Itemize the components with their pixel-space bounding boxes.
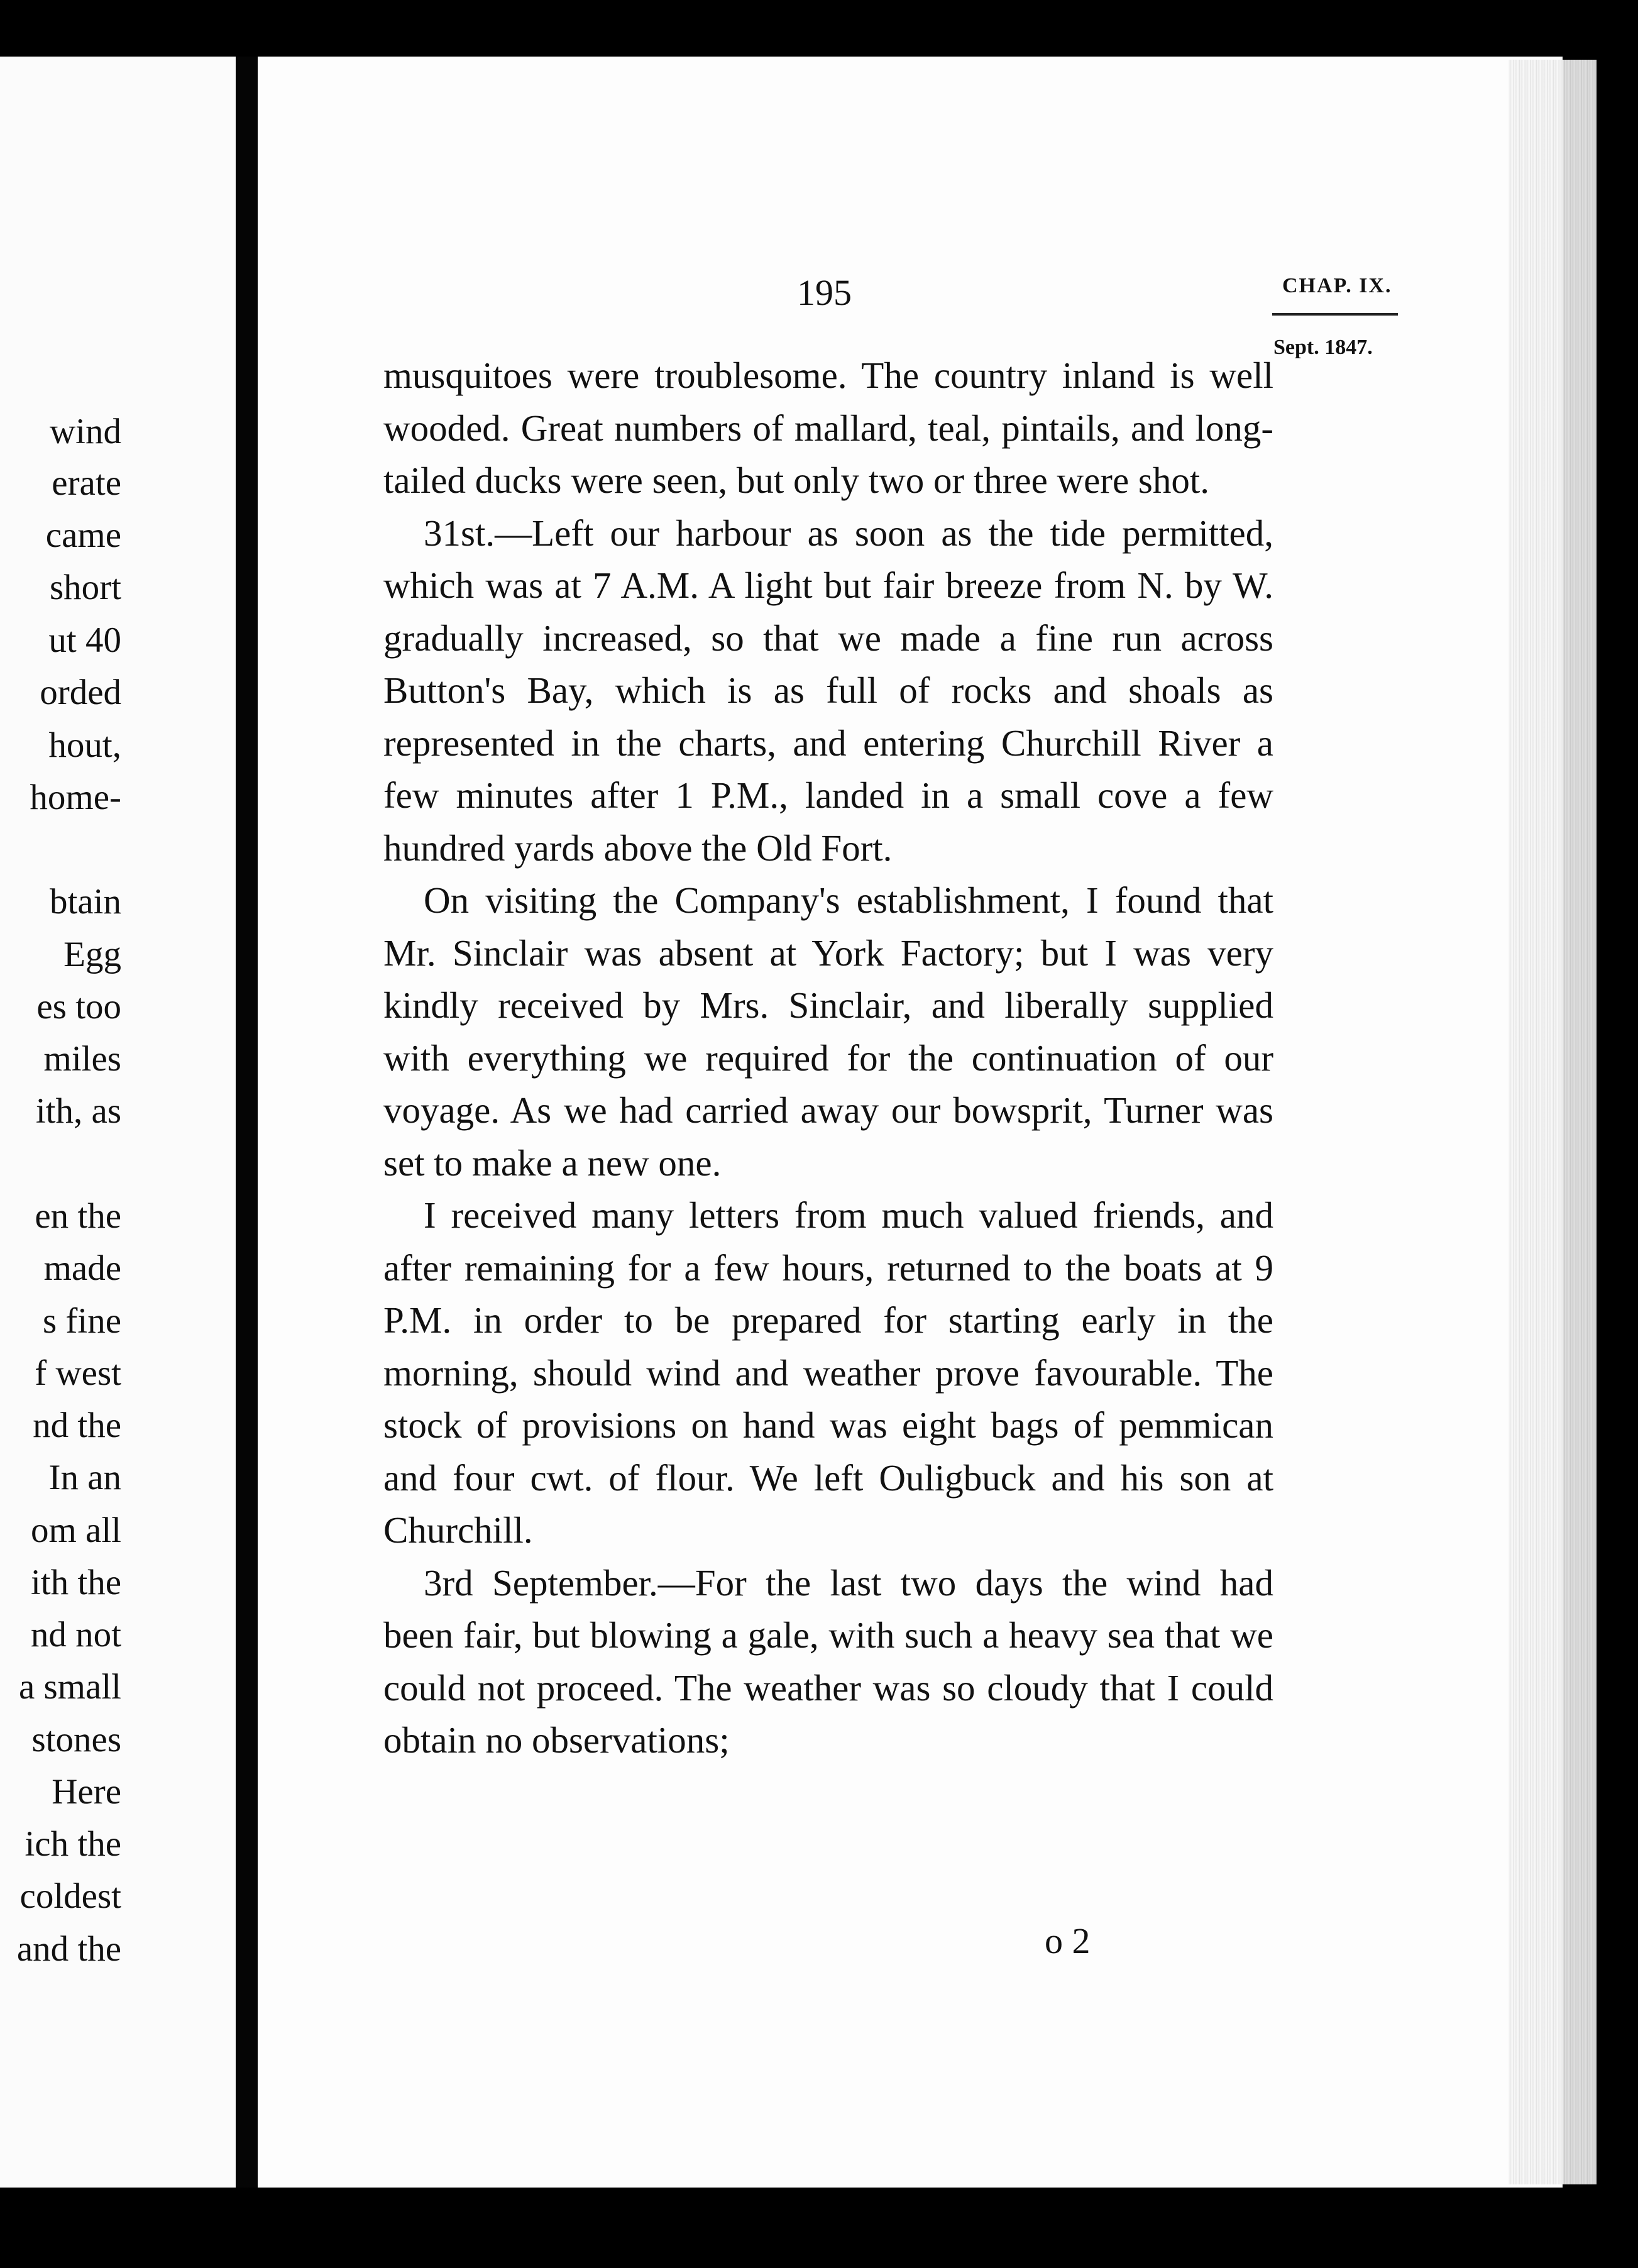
signature-mark: o 2 [1045, 1920, 1091, 1961]
running-head: CHAP. IX. [1282, 274, 1392, 297]
paragraph: musquitoes were troublesome. The country inland is well wooded. Great numbers of mallard, teal, pintails, and long-tailed ducks were seen, but only two or three were shot. [383, 355, 1273, 501]
left-page-line: stones [31, 1720, 121, 1759]
left-page-line: and the [16, 1929, 121, 1969]
left-page-line: coldest [19, 1876, 121, 1916]
left-page-line: orded [40, 673, 121, 712]
left-page-line: Egg [63, 935, 121, 974]
running-head-rule [1272, 313, 1398, 316]
left-page-line: ich the [25, 1824, 121, 1864]
left-page-line: f west [35, 1353, 121, 1393]
left-page-line: en the [35, 1196, 121, 1236]
left-page-line: nd the [33, 1406, 121, 1445]
left-page-line: Here [52, 1772, 121, 1812]
left-page-line: home- [30, 778, 121, 817]
left-page-line: miles [43, 1039, 121, 1079]
left-page-line: a small [18, 1667, 121, 1707]
left-page-line: In an [48, 1458, 121, 1497]
left-page-line: ith, as [35, 1091, 121, 1131]
book-gutter [236, 57, 258, 2188]
page-edges [1509, 60, 1597, 2184]
paragraph: 31st.—Left our harbour as soon as the tide permitted, which was at 7 A.M. A light but fair breeze from N. by W. gradually increased, so that we made a fine run across Button's Bay, which is as full of rocks and shoals as represented in the charts, and entering Churchill River a few minutes after 1 P.M., landed in a small cove a few hundred yards above the Old Fort. [383, 512, 1273, 869]
left-page-line: hout, [48, 725, 121, 765]
paragraph: 3rd September.—For the last two days the wind had been fair, but blowing a gale, with such a heavy sea that we could not proceed. The weather was so cloudy that I could obtain no observations; [383, 1561, 1273, 1761]
left-page-line: wind [50, 412, 121, 451]
left-page-line: om all [30, 1511, 121, 1550]
left-page-line: came [45, 515, 121, 555]
side-date: Sept. 1847. [1273, 336, 1373, 359]
paragraph: I received many letters from much valued friends, and after remaining for a few hours, returned to the boats at 9 P.M. in order to be prepared for starting early in the morning, should wind and weather prove favourable. The stock of provisions on hand was eight bags of pemmican and four cwt. of flour. We left Ouligbuck and his son at Churchill. [383, 1194, 1273, 1551]
left-page [0, 57, 236, 2188]
left-page-line: erate [52, 463, 121, 503]
left-page-line: s fine [42, 1301, 121, 1341]
left-page-line: made [43, 1248, 121, 1288]
left-page-line: ith the [30, 1563, 121, 1602]
left-page-line: btain [50, 882, 121, 922]
body-text [383, 350, 1273, 1767]
left-page-line: ut 40 [48, 620, 121, 660]
paragraph: On visiting the Company's establishment, I found that Mr. Sinclair was absent at York Factory; but I was very kindly received by Mrs. Sinclair, and liberally supplied with everything we required for the continuation of our voyage. As we had carried away our bowsprit, Turner was set to make a new one. [383, 879, 1273, 1184]
left-page-line: short [50, 568, 121, 607]
left-page-line: nd not [30, 1615, 121, 1654]
left-page-line: es too [36, 987, 121, 1027]
page-number: 195 [797, 272, 852, 313]
